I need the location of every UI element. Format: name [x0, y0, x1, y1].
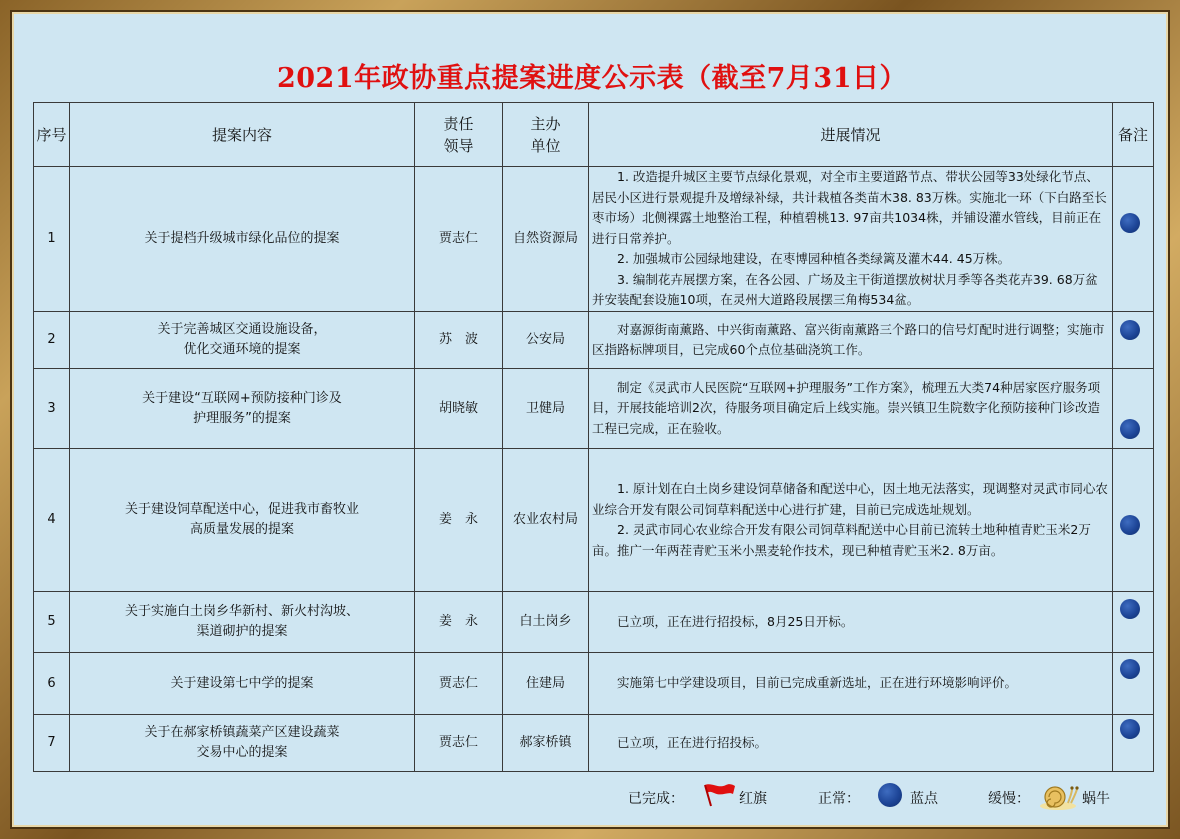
table-row [34, 369, 1154, 449]
legend-slow-label: 缓慢： [988, 791, 1030, 807]
legend-slow-text: 蜗牛 [1082, 791, 1110, 807]
row-unit: 白土岗乡 [503, 592, 589, 653]
table-row [34, 167, 1154, 312]
header-unit: 主办 单位 [503, 103, 589, 167]
row-note [1113, 592, 1154, 653]
row-leader: 贾志仁 [415, 167, 503, 312]
row-unit: 住建局 [503, 653, 589, 715]
row-content: 关于完善城区交通设施设备， 优化交通环境的提案 [70, 312, 415, 369]
row-note [1113, 167, 1154, 312]
row-content: 关于建设“互联网+预防接种门诊及 护理服务”的提案 [70, 369, 415, 449]
row-leader: 姜 永 [415, 449, 503, 592]
legend-normal-text: 蓝点 [910, 791, 938, 807]
row-unit: 农业农村局 [503, 449, 589, 592]
row-seq: 5 [34, 592, 70, 653]
page-title: 2021年政协重点提案进度公示表（截至7月31日） [276, 63, 907, 94]
row-note [1113, 653, 1154, 715]
row-unit: 公安局 [503, 312, 589, 369]
header-leader: 责任 领导 [415, 103, 503, 167]
table-row [34, 592, 1154, 653]
header-progress: 进展情况 [589, 103, 1113, 167]
header-note: 备注 [1113, 103, 1154, 167]
progress-table [33, 102, 1154, 772]
legend-done-label: 已完成： [628, 791, 684, 807]
blue-dot-icon [878, 783, 902, 807]
row-unit: 郝家桥镇 [503, 715, 589, 772]
row-leader: 贾志仁 [415, 653, 503, 715]
blue-dot-icon [1120, 659, 1140, 679]
row-content: 关于建设第七中学的提案 [70, 653, 415, 715]
header-seq: 序号 [34, 103, 70, 167]
row-unit: 自然资源局 [503, 167, 589, 312]
row-leader: 胡晓敏 [415, 369, 503, 449]
status-legend [12, 779, 1172, 815]
table-row [34, 653, 1154, 715]
row-progress: 1. 改造提升城区主要节点绿化景观，对全市主要道路节点、带状公园等33处绿化节点、居民小区进行景观提升及增绿补绿，共计栽植各类苗木38. 83万株。实施北一环（下白路至长枣市场）北侧裸露土地整治工程，种植碧桃13. 97亩共1034株，并铺设灌水管线，目前正在进行日常养护。 2. 加强城市公园绿地建设，在枣博园种植各类绿篱及灌木44. 45万株。 3. 编制花卉展摆方案，在各公园、广场及主干街道摆放树状月季等各类花卉39. 68万盆并安装配套设施10项，在灵州大道路段展摆三角梅534盆。 [589, 167, 1113, 312]
row-content: 关于提档升级城市绿化品位的提案 [70, 167, 415, 312]
header-content: 提案内容 [70, 103, 415, 167]
row-progress: 已立项，正在进行招投标，8月25日开标。 [589, 592, 1113, 653]
legend-normal-label: 正常： [818, 791, 860, 807]
row-unit: 卫健局 [503, 369, 589, 449]
row-seq: 6 [34, 653, 70, 715]
row-progress: 对嘉源街南薰路、中兴街南薰路、富兴街南薰路三个路口的信号灯配时进行调整；实施市区指路标牌项目，已完成60个点位基础浇筑工作。 [589, 312, 1113, 369]
row-progress: 实施第七中学建设项目，目前已完成重新选址，正在进行环境影响评价。 [589, 653, 1113, 715]
row-seq: 2 [34, 312, 70, 369]
row-note [1113, 449, 1154, 592]
row-seq: 7 [34, 715, 70, 772]
row-leader: 贾志仁 [415, 715, 503, 772]
legend-done-text: 红旗 [739, 791, 767, 807]
red-flag-icon [702, 782, 738, 808]
blue-dot-icon [1120, 320, 1140, 340]
row-content: 关于实施白土岗乡华新村、新火村沟坡、 渠道砌护的提案 [70, 592, 415, 653]
snail-icon [1036, 781, 1080, 811]
blue-dot-icon [1120, 599, 1140, 619]
row-progress: 1. 原计划在白土岗乡建设饲草储备和配送中心，因土地无法落实，现调整对灵武市同心农业综合开发有限公司饲草料配送中心进行扩建，目前已完成选址规划。 2. 灵武市同心农业综合开发有限公司饲草料配送中心目前已流转土地种植青贮玉米2万亩。推广一年两茬青贮玉米小黑麦轮作技术，现已种植青贮玉米2. 8万亩。 [589, 449, 1113, 592]
table-row [34, 312, 1154, 369]
table-row [34, 715, 1154, 772]
row-note [1113, 715, 1154, 772]
table-row [34, 449, 1154, 592]
blue-dot-icon [1120, 515, 1140, 535]
row-content: 关于在郝家桥镇蔬菜产区建设蔬菜 交易中心的提案 [70, 715, 415, 772]
row-seq: 4 [34, 449, 70, 592]
row-note [1113, 369, 1154, 449]
row-progress: 制定《灵武市人民医院“互联网+护理服务”工作方案》，梳理五大类74种居家医疗服务项目，开展技能培训2次，待服务项目确定后上线实施。崇兴镇卫生院数字化预防接种门诊改造工程已完成，正在验收。 [589, 369, 1113, 449]
row-progress: 已立项，正在进行招投标。 [589, 715, 1113, 772]
row-note [1113, 312, 1154, 369]
row-leader: 苏 波 [415, 312, 503, 369]
row-seq: 1 [34, 167, 70, 312]
row-seq: 3 [34, 369, 70, 449]
document-panel [10, 10, 1170, 829]
table-header-row [34, 103, 1154, 167]
blue-dot-icon [1120, 213, 1140, 233]
blue-dot-icon [1120, 719, 1140, 739]
row-content: 关于建设饲草配送中心，促进我市畜牧业 高质量发展的提案 [70, 449, 415, 592]
blue-dot-icon [1120, 419, 1140, 439]
row-leader: 姜 永 [415, 592, 503, 653]
